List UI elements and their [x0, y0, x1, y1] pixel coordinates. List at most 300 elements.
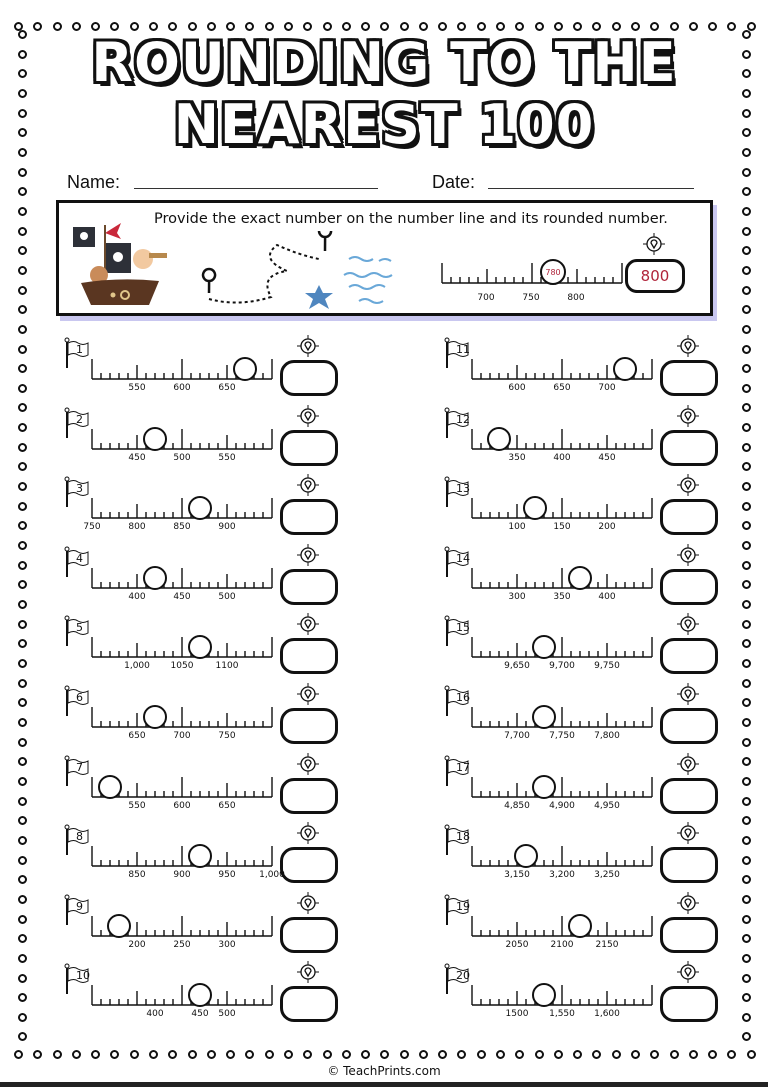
- border-dot: [18, 325, 27, 334]
- border-dot: [573, 22, 582, 31]
- question-item: [436, 890, 736, 960]
- border-dot: [18, 954, 27, 963]
- border-dot: [742, 659, 751, 668]
- tick-label: 1,550: [549, 1009, 575, 1020]
- flag-icon: [444, 546, 470, 578]
- border-dot: [742, 502, 751, 511]
- target-pin-icon: [297, 892, 319, 914]
- target-pin-icon: [677, 544, 699, 566]
- tick-label: 9,700: [549, 661, 575, 672]
- border-dot: [535, 22, 544, 31]
- question-item: [56, 542, 356, 612]
- number-line: [91, 427, 273, 451]
- tick-label: 650: [218, 800, 236, 811]
- border-dot: [742, 227, 751, 236]
- instructions-text: Provide the exact number on the number line and its rounded number.: [154, 211, 668, 227]
- border-dot: [742, 345, 751, 354]
- exact-number-marker: [143, 427, 167, 451]
- rounded-answer-box[interactable]: [660, 569, 718, 605]
- exact-number-marker: [532, 775, 556, 799]
- border-dot: [612, 1050, 621, 1059]
- tick-label: 1100: [215, 661, 239, 672]
- flag-icon: [64, 407, 90, 439]
- border-dot: [284, 22, 293, 31]
- border-dot: [742, 561, 751, 570]
- border-dot: [419, 1050, 428, 1059]
- border-dot: [380, 1050, 389, 1059]
- target-pin-icon: [297, 474, 319, 496]
- border-dot: [400, 22, 409, 31]
- border-dot: [742, 1032, 751, 1041]
- exact-number-marker: [568, 914, 592, 938]
- tick-label: 700: [173, 731, 191, 741]
- question-item: [56, 403, 356, 473]
- border-dot: [18, 462, 27, 471]
- exact-number-marker: [523, 496, 547, 520]
- exact-number-marker: [107, 914, 131, 938]
- border-dot: [742, 403, 751, 412]
- rounded-answer-box[interactable]: [660, 778, 718, 814]
- border-dot: [18, 738, 27, 747]
- tick-label: 350: [553, 591, 571, 602]
- page-title-line-2: NEAREST 100: [173, 93, 595, 156]
- flag-icon: [444, 685, 470, 717]
- question-item: [56, 611, 356, 681]
- border-dot: [742, 738, 751, 747]
- tick-label: 450: [598, 452, 616, 463]
- rounded-answer-box[interactable]: [280, 708, 338, 744]
- border-dot: [742, 993, 751, 1002]
- border-dot: [18, 286, 27, 295]
- exact-number-marker: [532, 983, 556, 1007]
- border-dot: [18, 227, 27, 236]
- tick-label: 950: [218, 870, 236, 881]
- tick-label: 400: [146, 1009, 164, 1020]
- example-tick-label: 750: [522, 293, 540, 303]
- exact-number-marker: [568, 566, 592, 590]
- border-dot: [689, 1050, 698, 1059]
- question-number: 15: [456, 621, 470, 635]
- border-dot: [742, 286, 751, 295]
- border-dot: [742, 836, 751, 845]
- tick-label: 450: [128, 452, 146, 463]
- example-tick-label: 800: [567, 293, 585, 303]
- rounded-answer-box[interactable]: [660, 986, 718, 1022]
- border-dot: [18, 757, 27, 766]
- question-number: 13: [456, 482, 470, 496]
- rounded-answer-box[interactable]: [660, 708, 718, 744]
- border-dot: [72, 22, 81, 31]
- border-dot: [33, 22, 42, 31]
- page-title-line-1: ROUNDING TO THE: [91, 31, 677, 94]
- border-dot: [284, 1050, 293, 1059]
- question-number: 1: [76, 343, 83, 356]
- question-number: 17: [456, 760, 470, 774]
- rounded-answer-box[interactable]: [280, 638, 338, 674]
- date-label: Date:: [432, 172, 476, 192]
- border-dot: [18, 777, 27, 786]
- tick-label: 4,900: [549, 800, 575, 811]
- border-dot: [18, 187, 27, 196]
- question-number: 10: [76, 969, 90, 983]
- bottom-bar: [0, 1082, 768, 1087]
- border-dot: [18, 836, 27, 845]
- flag-icon: [64, 546, 90, 578]
- rounded-answer-box[interactable]: [280, 778, 338, 814]
- example-marked-value: 780: [545, 267, 561, 277]
- border-dot: [742, 718, 751, 727]
- exact-number-marker: [188, 635, 212, 659]
- border-dot: [18, 679, 27, 688]
- border-dot: [18, 580, 27, 589]
- tick-label: 750: [218, 731, 236, 741]
- border-dot: [742, 679, 751, 688]
- tick-label: 150: [553, 522, 571, 533]
- border-dot: [742, 580, 751, 589]
- border-dot: [18, 482, 27, 491]
- border-dot: [18, 974, 27, 983]
- border-dot: [18, 521, 27, 530]
- tick-label: 350: [508, 452, 526, 463]
- target-pin-icon: [677, 892, 699, 914]
- border-dot: [708, 22, 717, 31]
- target-pin-icon: [677, 474, 699, 496]
- number-line: [471, 914, 653, 938]
- border-dot: [18, 875, 27, 884]
- question-number: 12: [456, 412, 470, 426]
- question-item: [436, 751, 736, 821]
- target-pin-icon: [677, 405, 699, 427]
- tick-label: 450: [173, 591, 191, 602]
- border-dot: [457, 1050, 466, 1059]
- exact-number-marker: [532, 705, 556, 729]
- rounded-answer-box[interactable]: [280, 917, 338, 953]
- border-dot: [742, 974, 751, 983]
- question-number: 4: [76, 551, 83, 565]
- border-dot: [168, 22, 177, 31]
- border-dot: [612, 22, 621, 31]
- tick-label: 250: [173, 939, 191, 950]
- border-dot: [18, 246, 27, 255]
- question-item: [436, 333, 736, 403]
- question-number: 11: [456, 343, 470, 356]
- tick-label: 3,200: [549, 870, 575, 881]
- tick-label: 650: [128, 731, 146, 741]
- rounded-answer-box[interactable]: [660, 499, 718, 535]
- border-dot: [742, 364, 751, 373]
- rounded-answer-box[interactable]: [280, 569, 338, 605]
- question-item: [56, 820, 356, 890]
- border-dot: [742, 443, 751, 452]
- question-number: 6: [76, 691, 83, 704]
- tick-label: 1500: [505, 1009, 529, 1020]
- question-number: 20: [456, 969, 470, 983]
- border-dot: [742, 934, 751, 943]
- border-dot: [742, 246, 751, 255]
- border-dot: [168, 1050, 177, 1059]
- tick-label: 850: [173, 522, 191, 533]
- border-dot: [419, 22, 428, 31]
- border-dot: [670, 22, 679, 31]
- tick-label: 900: [218, 522, 236, 533]
- border-dot: [361, 22, 370, 31]
- tick-label: 400: [598, 591, 616, 602]
- question-number: 3: [76, 482, 83, 496]
- rounded-answer-box[interactable]: [280, 360, 338, 396]
- border-dot: [207, 1050, 216, 1059]
- flag-icon: [444, 337, 470, 369]
- border-dot: [226, 22, 235, 31]
- target-pin-icon: [297, 753, 319, 775]
- border-dot: [727, 1050, 736, 1059]
- border-dot: [742, 187, 751, 196]
- exact-number-marker: [143, 566, 167, 590]
- border-dot: [14, 1050, 23, 1059]
- exact-number-marker: [143, 705, 167, 729]
- border-dot: [496, 22, 505, 31]
- question-item: [56, 472, 356, 542]
- border-dot: [742, 915, 751, 924]
- border-dot: [742, 384, 751, 393]
- tick-label: 650: [218, 383, 236, 393]
- tick-label: 850: [128, 870, 146, 881]
- name-field[interactable]: [134, 188, 378, 189]
- rounded-answer-box[interactable]: [280, 986, 338, 1022]
- border-dot: [742, 797, 751, 806]
- target-pin-icon: [297, 961, 319, 983]
- tick-label: 7,800: [594, 731, 620, 741]
- border-dot: [18, 1013, 27, 1022]
- border-dot: [110, 1050, 119, 1059]
- border-dot: [515, 22, 524, 31]
- border-dot: [742, 875, 751, 884]
- question-item: [436, 472, 736, 542]
- tick-label: 4,950: [594, 800, 620, 811]
- name-label: Name:: [67, 172, 121, 192]
- border-dot: [130, 22, 139, 31]
- flag-icon: [444, 755, 470, 787]
- border-dot: [477, 22, 486, 31]
- tick-label: 500: [218, 591, 236, 602]
- flag-icon: [444, 894, 470, 926]
- exact-number-marker: [514, 844, 538, 868]
- border-dot: [149, 22, 158, 31]
- tick-label: 7,750: [549, 731, 575, 741]
- exact-number-marker: [532, 635, 556, 659]
- border-dot: [342, 1050, 351, 1059]
- border-dot: [742, 954, 751, 963]
- question-item: [436, 403, 736, 473]
- border-dot: [496, 1050, 505, 1059]
- border-dot: [91, 1050, 100, 1059]
- border-dot: [18, 816, 27, 825]
- border-dot: [18, 423, 27, 432]
- rounded-answer-box[interactable]: [660, 430, 718, 466]
- border-dot: [245, 1050, 254, 1059]
- border-dot: [592, 1050, 601, 1059]
- border-dot: [742, 816, 751, 825]
- tick-label: 550: [128, 383, 146, 393]
- pirate-ship-illustration: [69, 215, 169, 307]
- border-dot: [18, 1032, 27, 1041]
- border-dot: [515, 1050, 524, 1059]
- tick-label: 100: [508, 522, 526, 533]
- number-line: [471, 496, 653, 520]
- question-item: [436, 820, 736, 890]
- number-line: [91, 566, 273, 590]
- exact-number-marker: [188, 983, 212, 1007]
- rounded-answer-box[interactable]: [660, 917, 718, 953]
- exact-number-marker: [188, 844, 212, 868]
- tick-label: 500: [218, 1009, 236, 1020]
- border-dot: [554, 22, 563, 31]
- tick-label: 300: [508, 591, 526, 602]
- border-dot: [650, 1050, 659, 1059]
- number-line: [471, 775, 653, 799]
- target-pin-icon: [677, 335, 699, 357]
- question-number: 7: [76, 760, 83, 774]
- border-dot: [742, 482, 751, 491]
- border-dot: [742, 462, 751, 471]
- tick-label: 550: [218, 452, 236, 463]
- tick-label: 550: [128, 800, 146, 811]
- border-dot: [573, 1050, 582, 1059]
- exact-number-marker: [98, 775, 122, 799]
- tick-label: 450: [191, 1009, 209, 1020]
- tick-label: 600: [173, 800, 191, 811]
- border-dot: [18, 797, 27, 806]
- border-dot: [18, 207, 27, 216]
- date-field[interactable]: [488, 188, 694, 189]
- example-answer-box: [625, 259, 685, 293]
- border-dot: [18, 561, 27, 570]
- rounded-answer-box[interactable]: [280, 430, 338, 466]
- border-dot: [188, 22, 197, 31]
- target-pin-icon: [297, 405, 319, 427]
- rounded-answer-box[interactable]: [280, 499, 338, 535]
- number-line: [471, 566, 653, 590]
- rounded-answer-box[interactable]: [660, 360, 718, 396]
- border-dot: [650, 22, 659, 31]
- border-dot: [18, 502, 27, 511]
- question-item: [56, 751, 356, 821]
- border-dot: [742, 207, 751, 216]
- tick-label: 600: [508, 383, 526, 393]
- example-number-line: [441, 261, 623, 285]
- border-dot: [18, 364, 27, 373]
- border-dot: [265, 1050, 274, 1059]
- border-dot: [631, 1050, 640, 1059]
- target-pin-icon: [677, 961, 699, 983]
- exact-number-marker: [188, 496, 212, 520]
- tick-label: 300: [218, 939, 236, 950]
- border-dot: [742, 600, 751, 609]
- border-dot: [18, 384, 27, 393]
- exact-number-marker: [487, 427, 511, 451]
- question-item: [56, 681, 356, 751]
- question-number: 19: [456, 899, 470, 913]
- border-dot: [477, 1050, 486, 1059]
- rounded-answer-box[interactable]: [280, 847, 338, 883]
- border-dot: [72, 1050, 81, 1059]
- tick-label: 2150: [595, 939, 619, 950]
- border-dot: [742, 698, 751, 707]
- question-item: [56, 890, 356, 960]
- border-dot: [708, 1050, 717, 1059]
- flag-icon: [64, 963, 90, 995]
- question-item: [56, 333, 356, 403]
- border-dot: [323, 22, 332, 31]
- border-dot: [400, 1050, 409, 1059]
- border-dot: [742, 777, 751, 786]
- tick-label: 800: [128, 522, 146, 533]
- exact-number-marker: [613, 357, 637, 381]
- flag-icon: [64, 337, 90, 369]
- flag-icon: [444, 615, 470, 647]
- flag-icon: [64, 824, 90, 856]
- flag-icon: [64, 615, 90, 647]
- border-dot: [18, 305, 27, 314]
- border-dot: [457, 22, 466, 31]
- tick-label: 2100: [550, 939, 574, 950]
- tick-label: 4,850: [504, 800, 530, 811]
- border-dot: [438, 22, 447, 31]
- border-dot: [18, 266, 27, 275]
- exact-number-marker: [233, 357, 257, 381]
- tick-label: 3,150: [504, 870, 530, 881]
- tick-label: 200: [598, 522, 616, 533]
- number-line: [471, 844, 653, 868]
- rounded-answer-box[interactable]: [660, 847, 718, 883]
- border-dot: [18, 934, 27, 943]
- question-number: 16: [456, 691, 470, 704]
- tick-label: 9,650: [504, 661, 530, 672]
- border-bottom: [14, 1050, 756, 1062]
- border-dot: [226, 1050, 235, 1059]
- border-dot: [18, 620, 27, 629]
- tick-label: 400: [553, 452, 571, 463]
- question-number: 18: [456, 830, 470, 844]
- target-pin-icon: [677, 613, 699, 635]
- border-dot: [91, 22, 100, 31]
- border-dot: [554, 1050, 563, 1059]
- border-dot: [742, 757, 751, 766]
- tick-label: 3,250: [594, 870, 620, 881]
- flag-icon: [444, 824, 470, 856]
- border-dot: [689, 22, 698, 31]
- border-dot: [535, 1050, 544, 1059]
- question-item: [436, 681, 736, 751]
- border-dot: [188, 1050, 197, 1059]
- border-dot: [742, 423, 751, 432]
- flag-icon: [64, 685, 90, 717]
- number-line: [471, 705, 653, 729]
- border-dot: [303, 22, 312, 31]
- number-line: [91, 705, 273, 729]
- question-item: [436, 611, 736, 681]
- number-line: [91, 496, 273, 520]
- rounded-answer-box[interactable]: [660, 638, 718, 674]
- number-line: [91, 844, 273, 868]
- tick-label: 9,750: [594, 661, 620, 672]
- border-dot: [303, 1050, 312, 1059]
- tick-label: 750: [83, 522, 101, 533]
- border-dot: [380, 22, 389, 31]
- target-pin-icon: [297, 335, 319, 357]
- border-dot: [18, 639, 27, 648]
- tick-label: 400: [128, 591, 146, 602]
- instructions-box: [56, 200, 713, 316]
